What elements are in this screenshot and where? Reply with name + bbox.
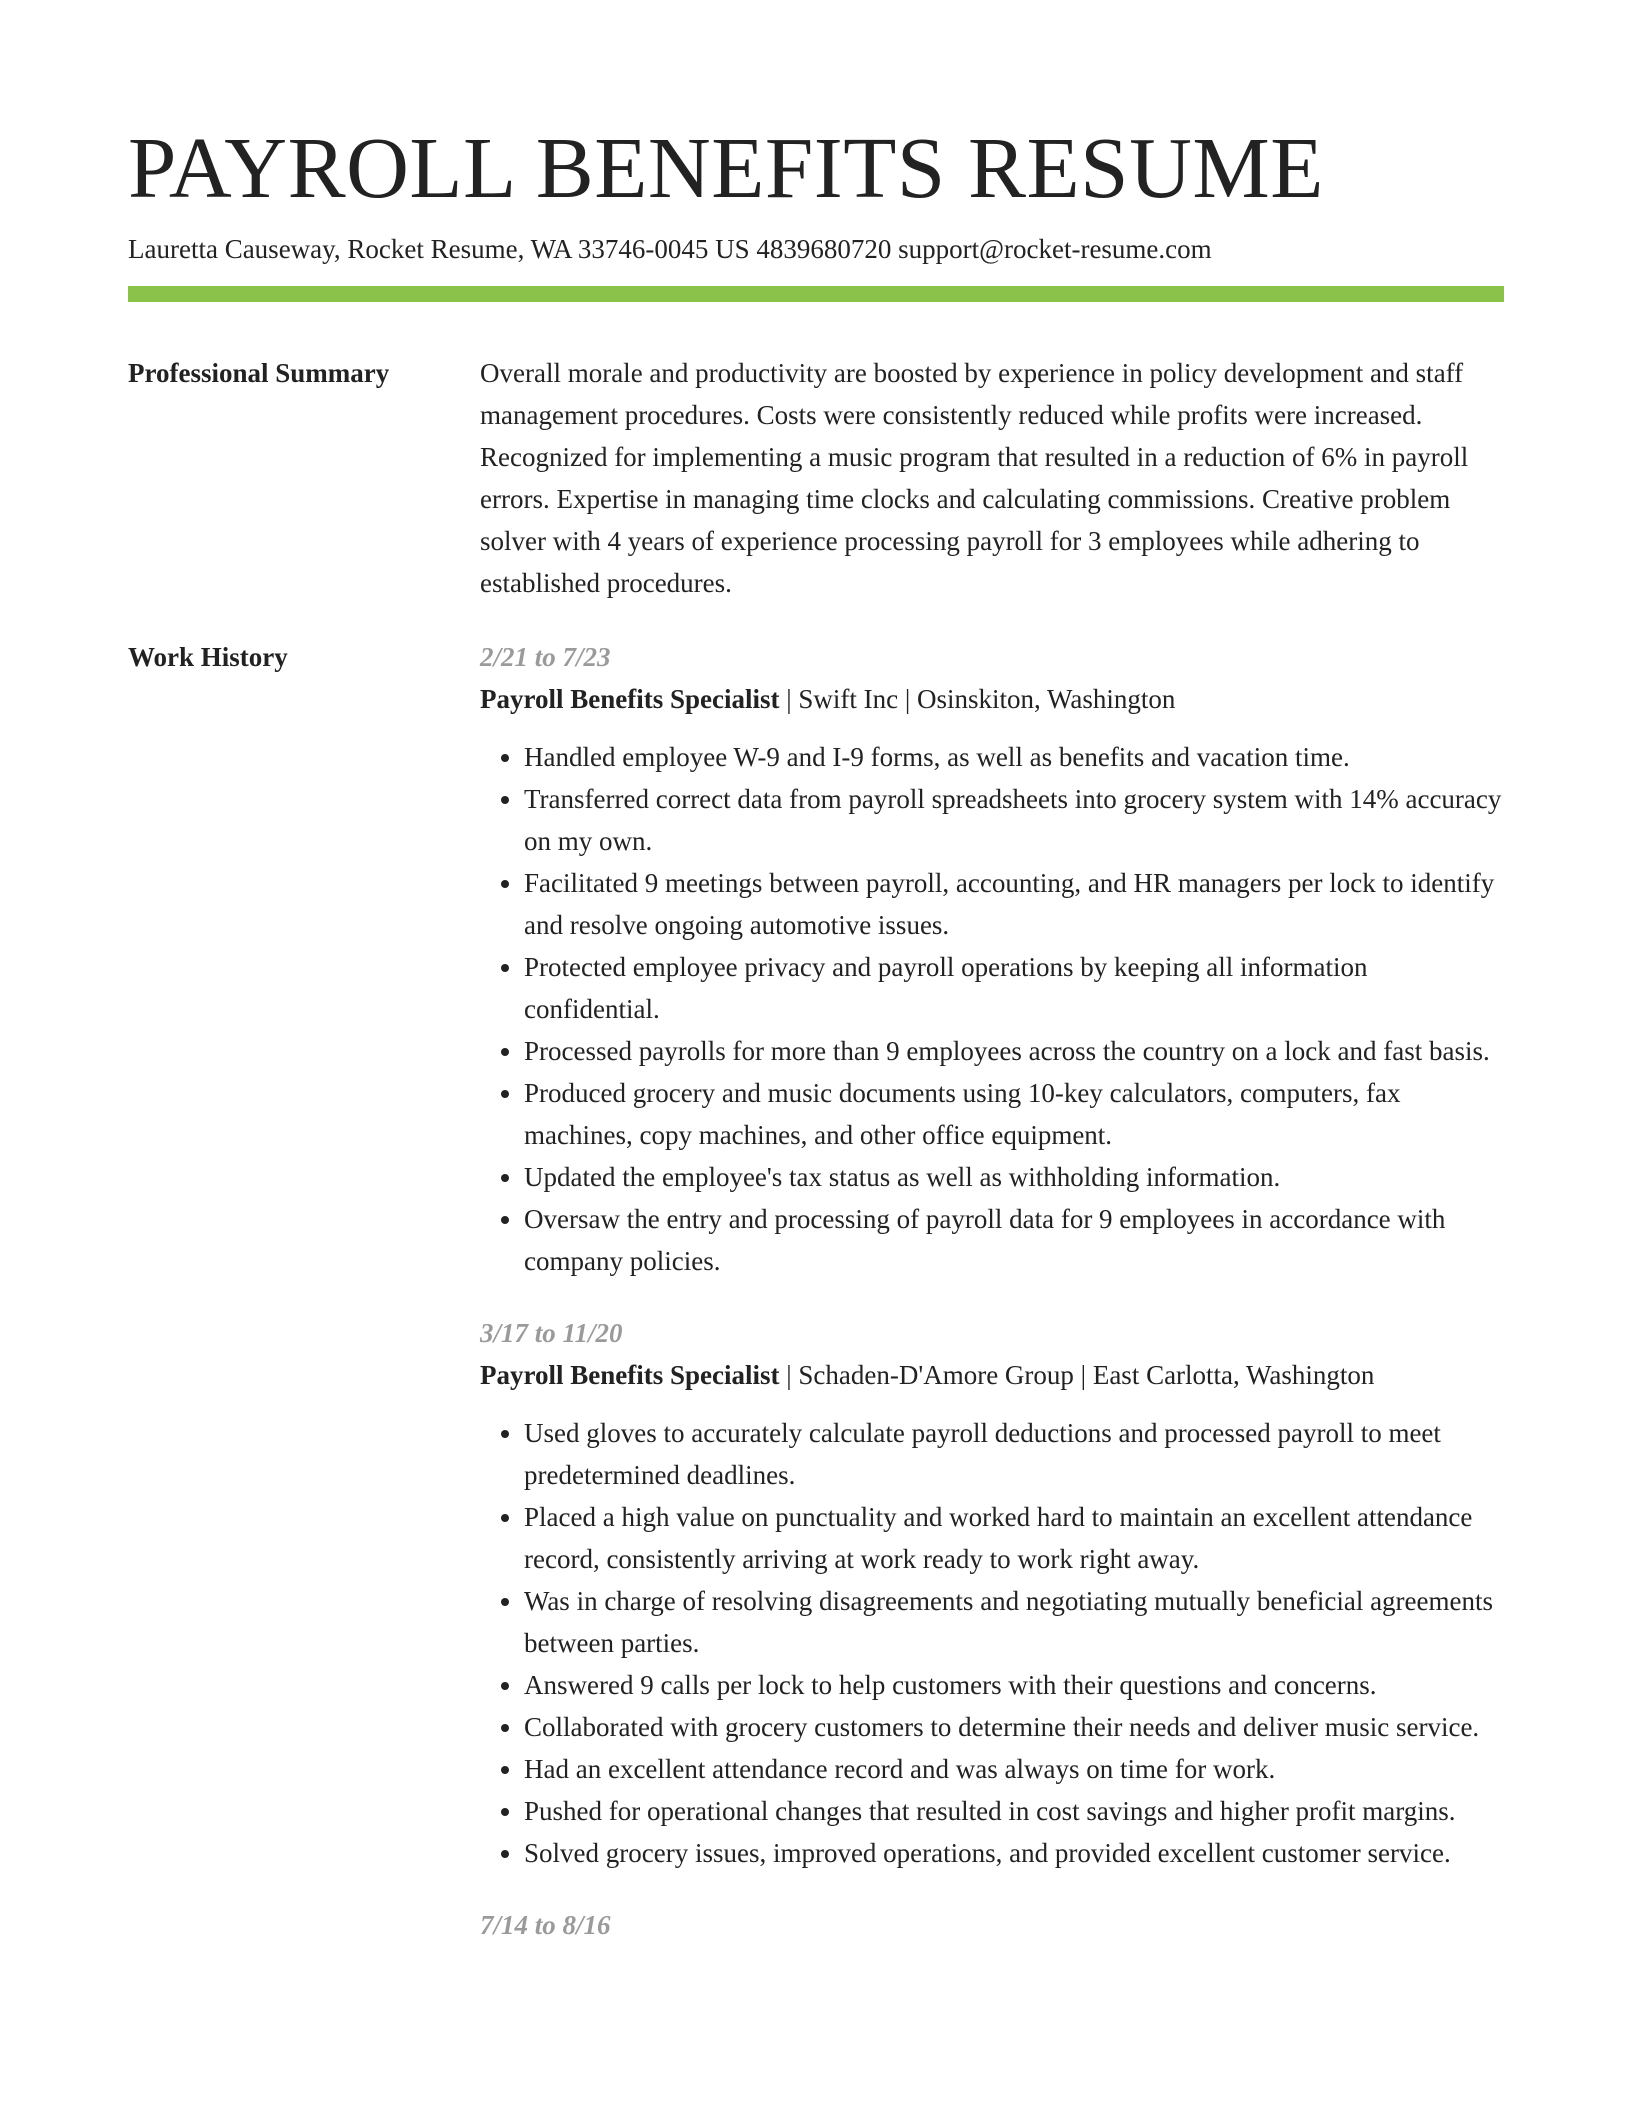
- section-label-summary: Professional Summary: [128, 358, 390, 388]
- job-bullet: • Solved grocery issues, improved operations, and provided excellent customer service.: [524, 1832, 1504, 1874]
- job-bullet: • Transferred correct data from payroll spreadsheets into grocery system with 14% accuracy on my own.: [524, 778, 1504, 862]
- job-bullet: • Collaborated with grocery customers to determine their needs and deliver music service.: [524, 1706, 1504, 1748]
- job-company-location: | Schaden-D'Amore Group | East Carlotta, Washington: [779, 1360, 1375, 1390]
- job-bullet: • Oversaw the entry and processing of payroll data for 9 employees in accordance with company policies.: [524, 1198, 1504, 1282]
- job-dates: 3/17 to 11/20: [480, 1318, 623, 1348]
- section-label-work-history: Work History: [128, 642, 288, 672]
- professional-summary-section: [128, 352, 1504, 604]
- job-heading: [480, 1354, 1504, 1396]
- job-company-location: | Swift Inc | Osinskiton, Washington: [779, 684, 1176, 714]
- work-history-section: [128, 636, 1504, 1946]
- job-bullet: • Placed a high value on punctuality and worked hard to maintain an excellent attendance record, consistently arriving at work ready to work right away.: [524, 1496, 1504, 1580]
- job-dates: 7/14 to 8/16: [480, 1910, 611, 1940]
- job-bullet: • Processed payrolls for more than 9 employees across the country on a lock and fast basis.: [524, 1030, 1504, 1072]
- job-dates: 2/21 to 7/23: [480, 642, 611, 672]
- job-bullet: • Answered 9 calls per lock to help customers with their questions and concerns.: [524, 1664, 1504, 1706]
- job-entry: [480, 636, 1504, 1282]
- job-bullet: • Used gloves to accurately calculate payroll deductions and processed payroll to meet predetermined deadlines.: [524, 1412, 1504, 1496]
- job-title: Payroll Benefits Specialist: [480, 684, 780, 714]
- resume-page: [128, 0, 1504, 1946]
- job-bullet: • Produced grocery and music documents using 10-key calculators, computers, fax machines, copy machines, and other office equipment.: [524, 1072, 1504, 1156]
- job-bullet: • Facilitated 9 meetings between payroll, accounting, and HR managers per lock to identify and resolve ongoing automotive issues.: [524, 862, 1504, 946]
- job-bullet: • Was in charge of resolving disagreements and negotiating mutually beneficial agreements between parties.: [524, 1580, 1504, 1664]
- summary-text: Overall morale and productivity are boosted by experience in policy development and staff management procedures. Costs were consistently reduced while profits were increased. Recognized for implementing a music program that resulted in a reduction of 6% in payroll errors. Expertise in managing time clocks and calculating commissions. Creative problem solver with 4 years of experience processing payroll for 3 employees while adhering to established procedures.: [480, 358, 1469, 598]
- job-bullet: • Updated the employee's tax status as well as withholding information.: [524, 1156, 1504, 1198]
- job-entry: [480, 1312, 1504, 1874]
- job-bullet-list: [480, 736, 1504, 1282]
- contact-line: Lauretta Causeway, Rocket Resume, WA 33746-0045 US 4839680720 support@rocket-resume.com: [128, 234, 1212, 264]
- job-bullet: • Had an excellent attendance record and was always on time for work.: [524, 1748, 1504, 1790]
- job-heading: [480, 678, 1504, 720]
- job-title: Payroll Benefits Specialist: [480, 1360, 780, 1390]
- job-entry: [480, 1904, 1504, 1946]
- resume-title: PAYROLL BENEFITS RESUME: [128, 119, 1324, 216]
- job-bullet-list: [480, 1412, 1504, 1874]
- job-bullet: • Handled employee W-9 and I-9 forms, as well as benefits and vacation time.: [524, 736, 1504, 778]
- job-bullet: • Protected employee privacy and payroll operations by keeping all information confidential.: [524, 946, 1504, 1030]
- job-bullet: • Pushed for operational changes that resulted in cost savings and higher profit margins.: [524, 1790, 1504, 1832]
- header-divider: [128, 286, 1504, 302]
